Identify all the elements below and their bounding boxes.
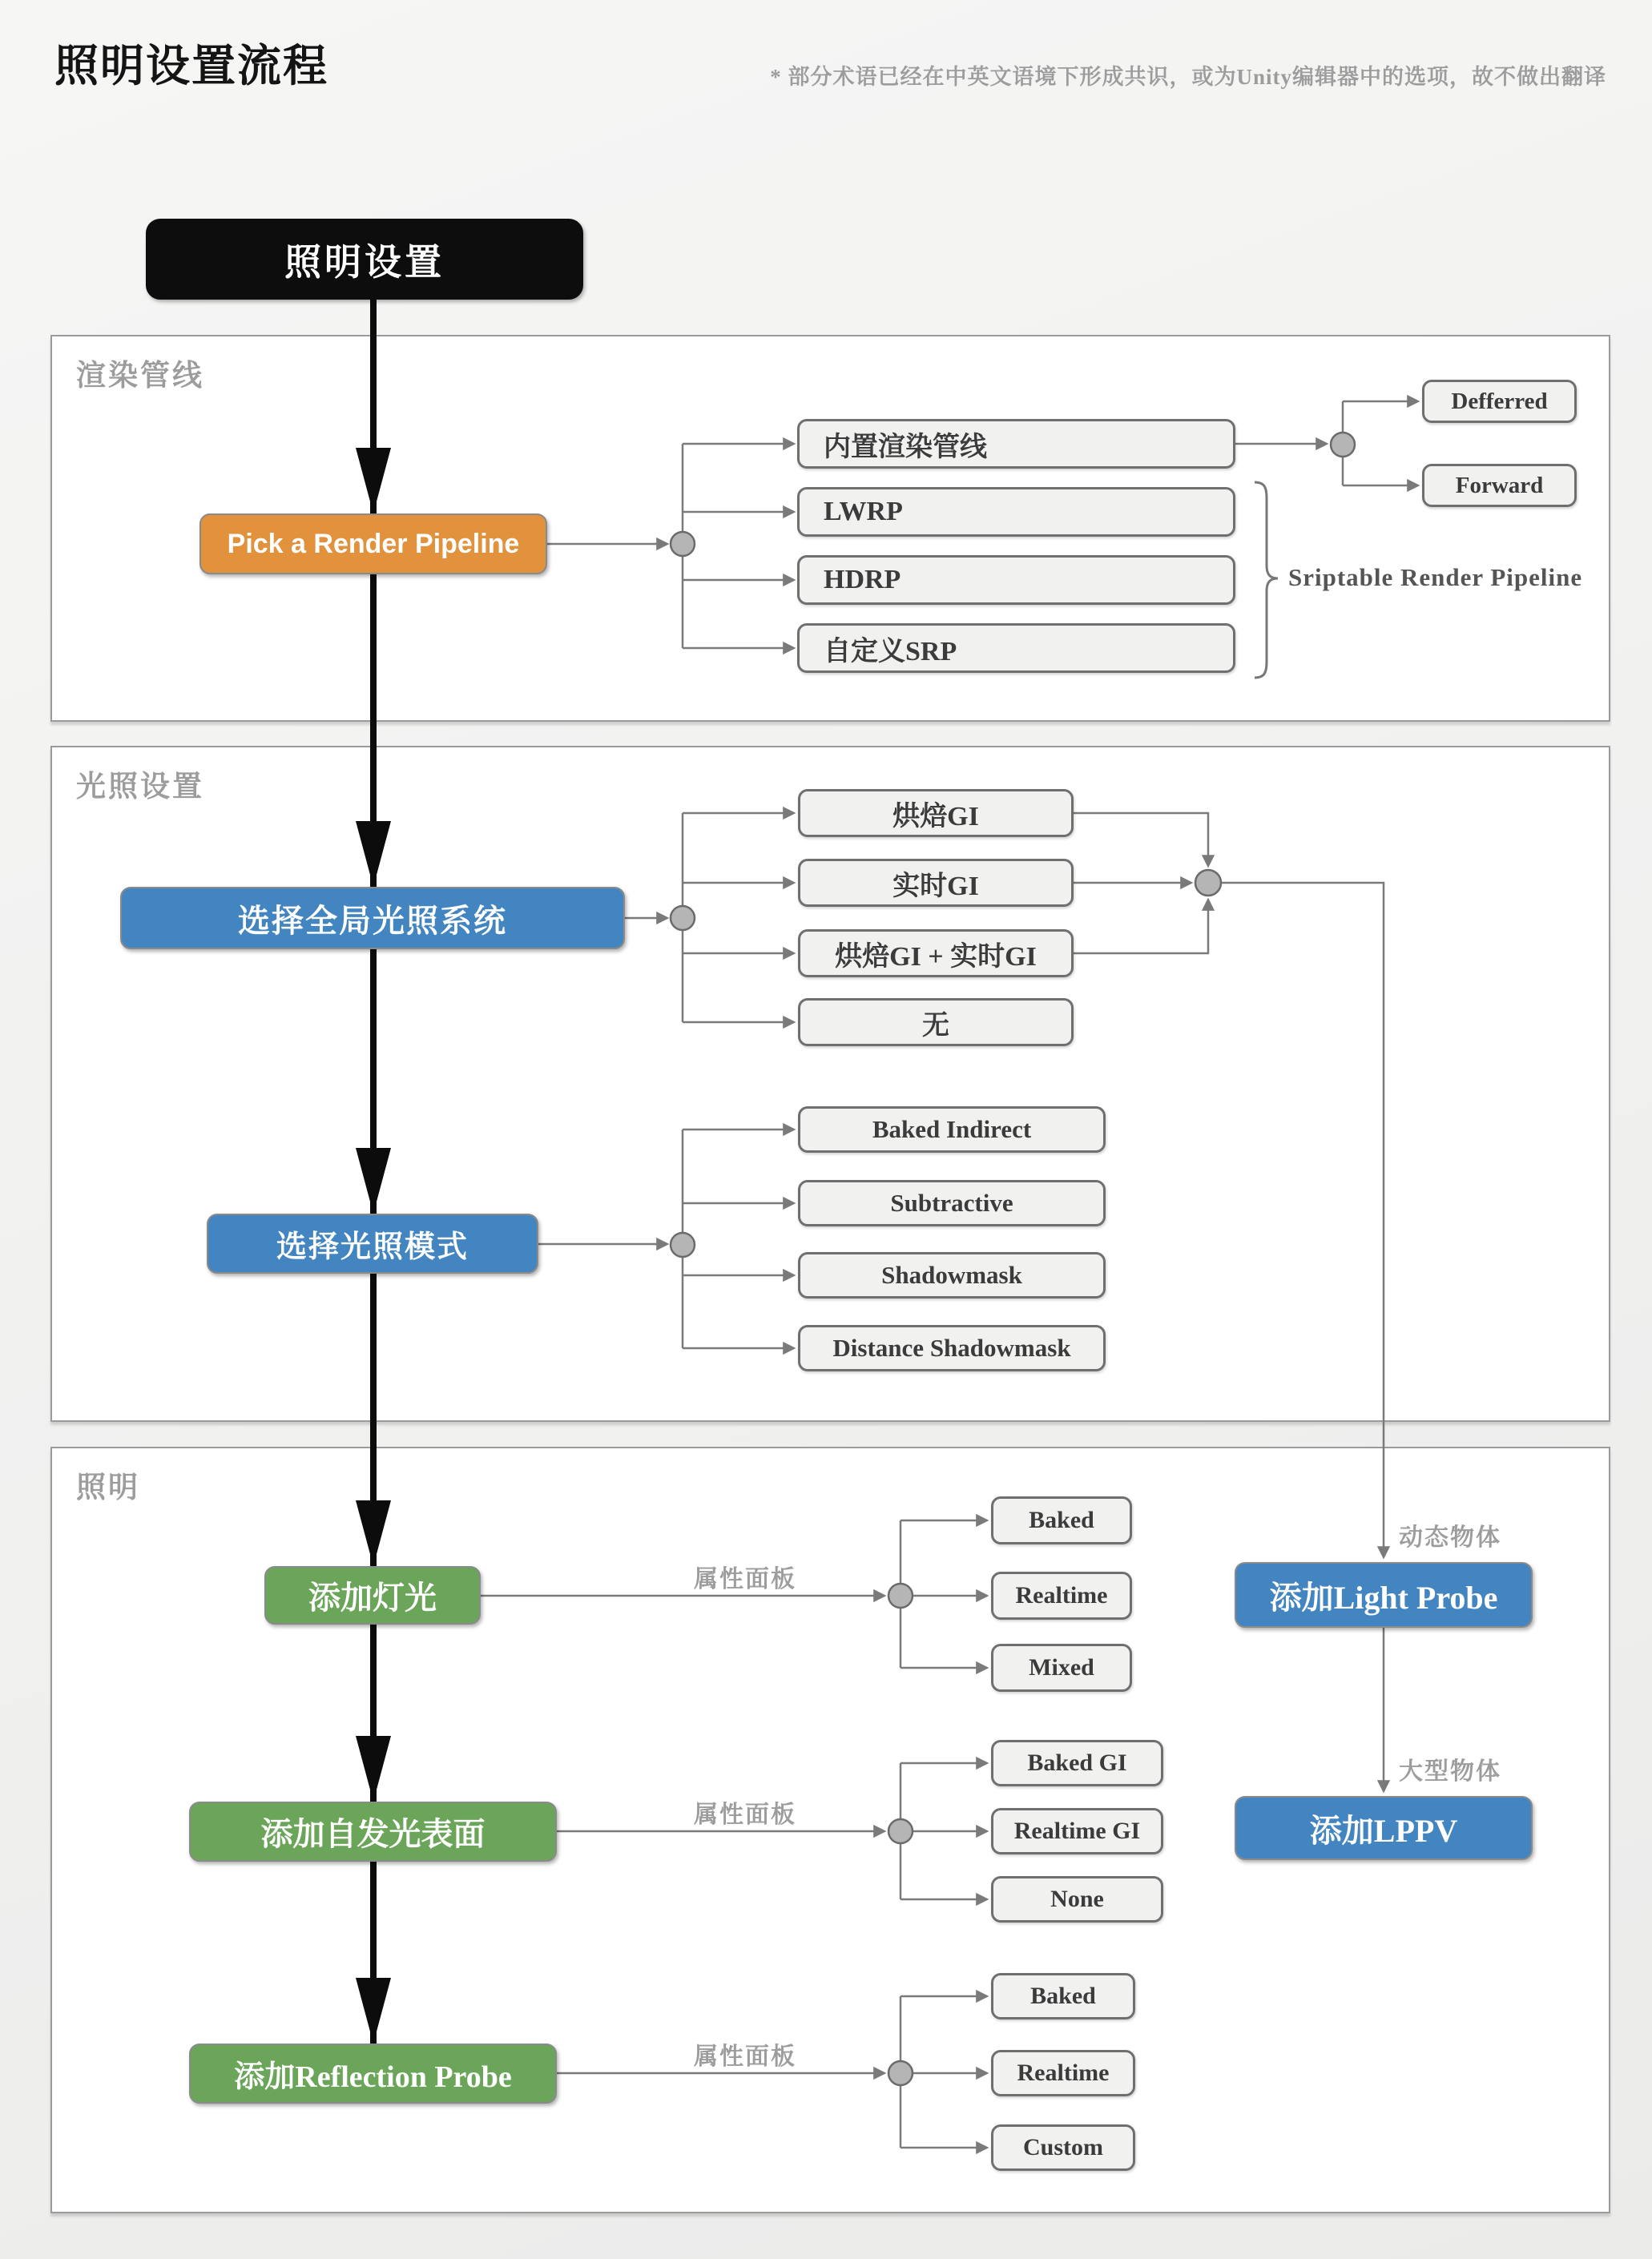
option-hdrp: HDRP (797, 555, 1235, 605)
option-light-mixed: Mixed (991, 1644, 1132, 1692)
option-realtime-gi: 实时GI (798, 859, 1074, 907)
choose-global-gi-node: 选择全局光照系统 (120, 887, 625, 949)
page-note: * 部分术语已经在中英文语境下形成共识，或为Unity编辑器中的选项，故不做出翻译 (770, 65, 1606, 89)
section-render-pipeline-label: 渲染管线 (76, 360, 204, 393)
add-lppv-node: 添加LPPV (1235, 1796, 1533, 1860)
option-subtractive: Subtractive (798, 1180, 1106, 1226)
section-lighting-label: 照明 (76, 1472, 140, 1504)
option-light-realtime: Realtime (991, 1572, 1132, 1620)
option-builtin-pipeline: 内置渲染管线 (797, 419, 1235, 469)
option-emissive-none: None (991, 1876, 1163, 1923)
option-shadowmask: Shadowmask (798, 1252, 1106, 1299)
option-custom-srp: 自定义SRP (797, 623, 1235, 673)
option-emissive-baked-gi: Baked GI (991, 1740, 1163, 1786)
choose-light-mode-node: 选择光照模式 (207, 1214, 538, 1274)
option-reflection-baked: Baked (991, 1973, 1135, 2019)
srp-brace-label: Sriptable Render Pipeline (1288, 563, 1583, 591)
page-title: 照明设置流程 (54, 42, 329, 91)
option-baked-gi: 烘焙GI (798, 789, 1074, 837)
add-emissive-surface-node: 添加自发光表面 (189, 1802, 557, 1862)
srp-brace (1255, 482, 1278, 678)
edge-label-dynamic-objects: 动态物体 (1399, 1524, 1501, 1551)
root-node: 照明设置 (146, 219, 583, 300)
add-lights-node: 添加灯光 (264, 1566, 481, 1625)
option-deferred: Defferred (1422, 380, 1577, 423)
option-emissive-realtime-gi: Realtime GI (991, 1808, 1163, 1854)
option-lwrp: LWRP (797, 487, 1235, 537)
option-reflection-custom: Custom (991, 2124, 1135, 2171)
option-forward: Forward (1422, 464, 1577, 507)
section-lighting-settings-label: 光照设置 (76, 771, 204, 803)
add-light-probe-node: 添加Light Probe (1235, 1562, 1533, 1628)
edge-label-properties-panel-1: 属性面板 (694, 1566, 796, 1593)
option-light-baked: Baked (991, 1496, 1132, 1544)
pick-render-pipeline-node: Pick a Render Pipeline (199, 513, 547, 574)
option-no-gi: 无 (798, 998, 1074, 1046)
option-reflection-realtime: Realtime (991, 2050, 1135, 2096)
edge-label-properties-panel-3: 属性面板 (694, 2044, 796, 2070)
add-reflection-probe-node: 添加Reflection Probe (189, 2044, 557, 2104)
edge-label-properties-panel-2: 属性面板 (694, 1802, 796, 1828)
option-baked-indirect: Baked Indirect (798, 1106, 1106, 1153)
option-baked-plus-realtime-gi: 烘焙GI + 实时GI (798, 929, 1074, 977)
edge-label-large-objects: 大型物体 (1399, 1758, 1501, 1785)
option-distance-shadowmask: Distance Shadowmask (798, 1325, 1106, 1371)
